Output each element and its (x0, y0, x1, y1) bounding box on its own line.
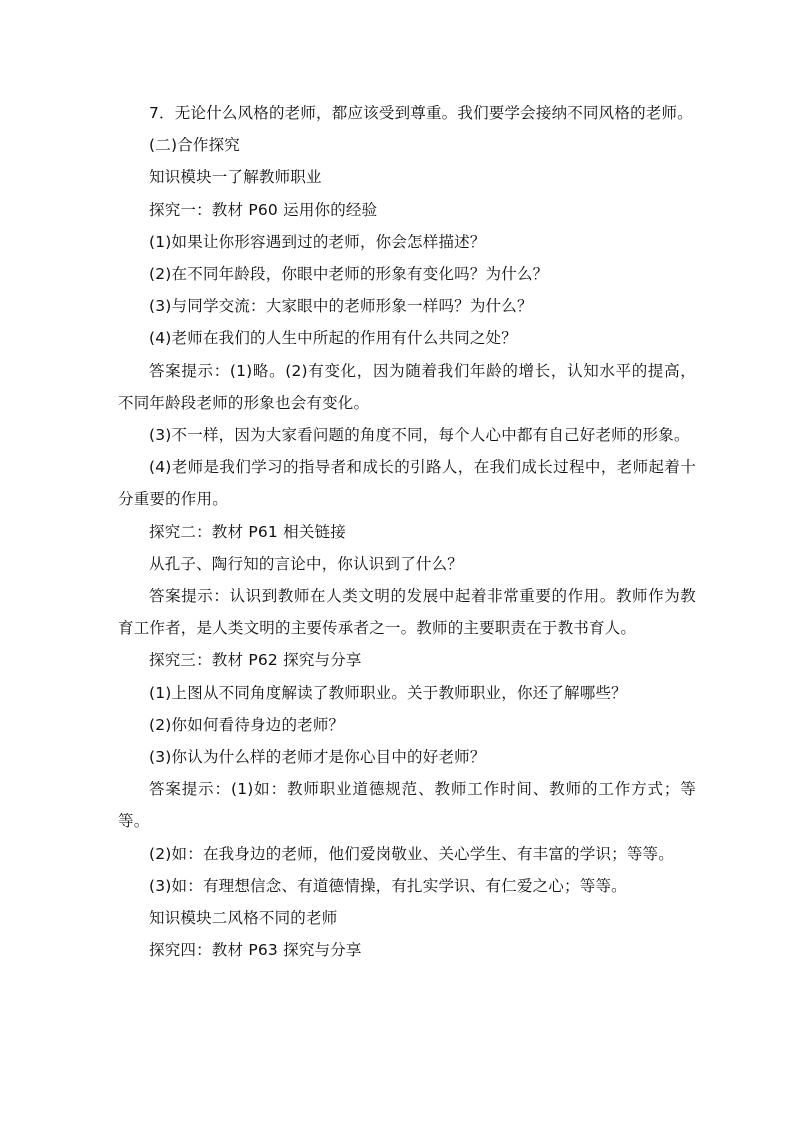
inquiry-1-question-3: (3)与同学交流：大家眼中的老师形象一样吗？为什么？ (149, 297, 533, 316)
inquiry-1-question-2: (2)在不同年龄段，你眼中老师的形象有变化吗？为什么？ (149, 265, 549, 284)
inquiry-1-title: 探究一：教材 P60 运用你的经验 (149, 200, 378, 219)
inquiry-3-answer-2: (2)如：在我身边的老师，他们爱岗敬业、关心学生、有丰富的学识；等等。 (149, 844, 674, 863)
inquiry-3-title: 探究三：教材 P62 探究与分享 (149, 651, 362, 670)
document-body (118, 97, 696, 966)
inquiry-1-question-1: (1)如果让你形容遇到过的老师，你会怎样描述？ (149, 232, 486, 251)
inquiry-1-answer-1-2: 答案提示：(1)略。(2)有变化，因为随着我们年龄的增长，认知水平的提高，不同年龄段老师的形象也会有变化。 (118, 361, 696, 412)
inquiry-3-question-1: (1)上图从不同角度解读了教师职业。关于教师职业，你还了解哪些？ (149, 683, 627, 702)
inquiry-3-answer-3: (3)如：有理想信念、有道德情操，有扎实学识、有仁爱之心；等等。 (149, 876, 627, 895)
inquiry-2-title: 探究二：教材 P61 相关链接 (149, 522, 346, 541)
inquiry-4-title: 探究四：教材 P63 探究与分享 (149, 941, 362, 960)
inquiry-1-question-4: (4)老师在我们的人生中所起的作用有什么共同之处？ (149, 329, 517, 348)
inquiry-1-answer-3: (3)不一样，因为大家看问题的角度不同，每个人心中都有自己好老师的形象。 (149, 426, 690, 445)
module-heading-1: 知识模块一了解教师职业 (149, 168, 322, 187)
inquiry-2-answer: 答案提示：认识到教师在人类文明的发展中起着非常重要的作用。教师作为教育工作者，是人类文明的主要传承者之一。教师的主要职责在于教书育人。 (118, 587, 696, 638)
module-heading-2: 知识模块二风格不同的老师 (149, 909, 338, 928)
inquiry-3-question-2: (2)你如何看待身边的老师？ (149, 715, 345, 734)
paragraph-respect-teachers: 7．无论什么风格的老师，都应该受到尊重。我们要学会接纳不同风格的老师。 (149, 104, 693, 122)
section-heading-cooperative-inquiry: (二)合作探究 (149, 136, 240, 155)
inquiry-2-question: 从孔子、陶行知的言论中，你认识到了什么？ (149, 554, 464, 573)
inquiry-3-question-3: (3)你认为什么样的老师才是你心目中的好老师？ (149, 748, 486, 767)
inquiry-1-answer-4: (4)老师是我们学习的指导者和成长的引路人，在我们成长过程中，老师起着十分重要的作用。 (118, 458, 696, 509)
inquiry-3-answer-1: 答案提示：(1)如：教师职业道德规范、教师工作时间、教师的工作方式；等等。 (118, 780, 696, 831)
